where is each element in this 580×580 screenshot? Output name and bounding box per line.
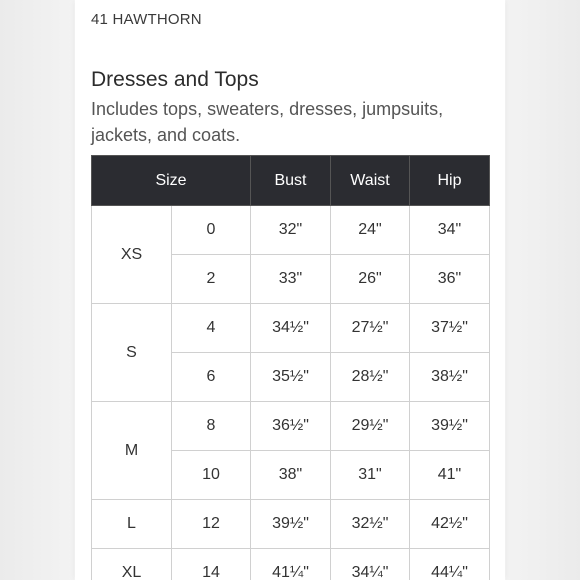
- bust-value: 41¼": [251, 549, 331, 580]
- size-label-xl: XL: [92, 549, 172, 580]
- header-waist: Waist: [331, 156, 410, 206]
- section-description: Includes tops, sweaters, dresses, jumpsuits, jackets, and coats.: [91, 99, 444, 145]
- bust-value: 38": [251, 451, 331, 500]
- size-number: 10: [172, 451, 251, 500]
- hip-value: 41": [410, 451, 490, 500]
- bust-value: 34½": [251, 304, 331, 353]
- size-number: 0: [172, 206, 251, 255]
- bust-value: 35½": [251, 353, 331, 402]
- waist-value: 32½": [331, 500, 410, 549]
- waist-value: 34¼": [331, 549, 410, 580]
- size-number: 14: [172, 549, 251, 580]
- waist-value: 28½": [331, 353, 410, 402]
- table-row: [92, 549, 490, 580]
- size-label-s: S: [92, 304, 172, 402]
- size-number: 6: [172, 353, 251, 402]
- size-label-m: M: [92, 402, 172, 500]
- header-bust: Bust: [251, 156, 331, 206]
- size-label-xs: XS: [92, 206, 172, 304]
- header-hip: Hip: [410, 156, 490, 206]
- hip-value: 39½": [410, 402, 490, 451]
- brand-name: 41 HAWTHORN: [91, 11, 202, 28]
- waist-value: 24": [331, 206, 410, 255]
- hip-value: 36": [410, 255, 490, 304]
- header-size: Size: [92, 156, 251, 206]
- waist-value: 26": [331, 255, 410, 304]
- bust-value: 33": [251, 255, 331, 304]
- size-number: 2: [172, 255, 251, 304]
- size-number: 4: [172, 304, 251, 353]
- table-row: [92, 402, 490, 451]
- size-label-l: L: [92, 500, 172, 549]
- waist-value: 29½": [331, 402, 410, 451]
- hip-value: 34": [410, 206, 490, 255]
- hip-value: 42½": [410, 500, 490, 549]
- table-row: [92, 500, 490, 549]
- hip-value: 37½": [410, 304, 490, 353]
- bust-value: 36½": [251, 402, 331, 451]
- section-title: Dresses and Tops: [91, 68, 259, 91]
- table-row: [92, 304, 490, 353]
- table-row: [92, 206, 490, 255]
- hip-value: 44¼": [410, 549, 490, 580]
- size-number: 12: [172, 500, 251, 549]
- bust-value: 39½": [251, 500, 331, 549]
- waist-value: 27½": [331, 304, 410, 353]
- size-number: 8: [172, 402, 251, 451]
- waist-value: 31": [331, 451, 410, 500]
- hip-value: 38½": [410, 353, 490, 402]
- size-guide-sheet: [75, 0, 505, 580]
- size-chart-table: [91, 155, 490, 580]
- table-header-row: [92, 156, 490, 206]
- bust-value: 32": [251, 206, 331, 255]
